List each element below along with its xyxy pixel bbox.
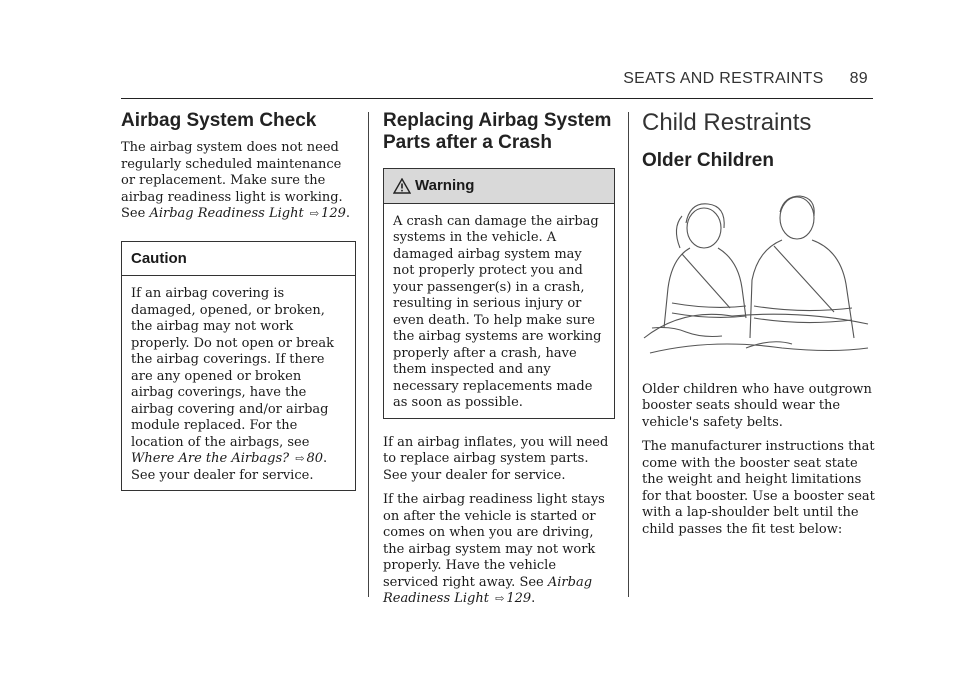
section-title-older-children: Older Children — [642, 150, 774, 171]
children-seatbelt-illustration — [642, 188, 870, 366]
column-replacing-parts — [383, 110, 615, 616]
page-reference-arrow-icon: ⇨ — [295, 452, 305, 465]
replacing-paragraph-1: If an airbag inflates, you will need to replace airbag system parts. See your dealer for service. — [383, 434, 609, 483]
older-children-paragraph-2: The manufacturer instructions that come with the booster seat state the weight and height limitations for that booster. Use a booster seat with a lap-shoulder belt until the child passes the fit test below: — [642, 439, 875, 537]
header-rule — [121, 98, 873, 99]
older-children-paragraph-1: Older children who have outgrown booster seats should wear the vehicle's safety belts. — [642, 381, 872, 430]
column-divider — [628, 112, 629, 597]
caution-title: Caution — [122, 242, 355, 277]
page-ref[interactable]: 129 — [506, 591, 532, 606]
page-reference-arrow-icon: ⇨ — [309, 207, 320, 220]
caution-text: If an airbag covering is damaged, opened, or broken, the airbag may not work properly. Do not open or break the airbag coverings. If there are any opened or broken airbag coverings, have the airbag covering and/or airbag module replaced. For the location of the airbags, see Where Are the Airbags? ⇨ 80. See your dealer for service. — [131, 286, 334, 483]
column-divider — [368, 112, 369, 597]
page-number: 89 — [849, 70, 868, 87]
page-ref[interactable]: 129 — [321, 206, 346, 221]
page-ref[interactable]: 80 — [306, 451, 324, 466]
section-name: SEATS AND RESTRAINTS — [623, 70, 824, 87]
airbag-check-paragraph: The airbag system does not need regularly scheduled maintenance or replacement. Make sure the airbag readiness light is working. See Airbag Readiness Light ⇨ 129. — [121, 140, 351, 221]
page-reference-arrow-icon: ⇨ — [495, 592, 505, 605]
xref-link[interactable]: Where Are the Airbags? — [131, 451, 290, 466]
section-title-replacing-parts: Replacing Airbag System Parts after a Crash — [383, 110, 612, 153]
column-airbag-check — [121, 110, 356, 491]
xref-link[interactable]: Airbag Readiness Light — [383, 574, 593, 606]
warning-text: A crash can damage the airbag systems in the vehicle. A damaged airbag system may not properly protect you and your passenger(s) in a crash, resulting in serious injury or even death. To help make sure the airbag systems are working properly after a crash, have them inspected and any necessary replacements made as soon as possible. — [393, 213, 602, 410]
column-child-restraints — [642, 110, 875, 546]
warning-triangle-icon — [393, 178, 411, 194]
running-header — [623, 70, 868, 88]
warning-box — [383, 168, 615, 419]
caution-box — [121, 241, 356, 492]
chapter-title: Child Restraints — [642, 109, 812, 136]
section-title-airbag-check: Airbag System Check — [121, 110, 317, 131]
warning-title: Warning — [415, 177, 475, 194]
xref-link[interactable]: Airbag Readiness Light — [149, 206, 304, 221]
replacing-paragraph-2: If the airbag readiness light stays on after the vehicle is started or comes on when you are driving, the airbag system may not work properly. Have the vehicle serviced right away. See Airbag Readiness Light ⇨ 129. — [383, 492, 605, 606]
warning-header — [384, 169, 614, 204]
